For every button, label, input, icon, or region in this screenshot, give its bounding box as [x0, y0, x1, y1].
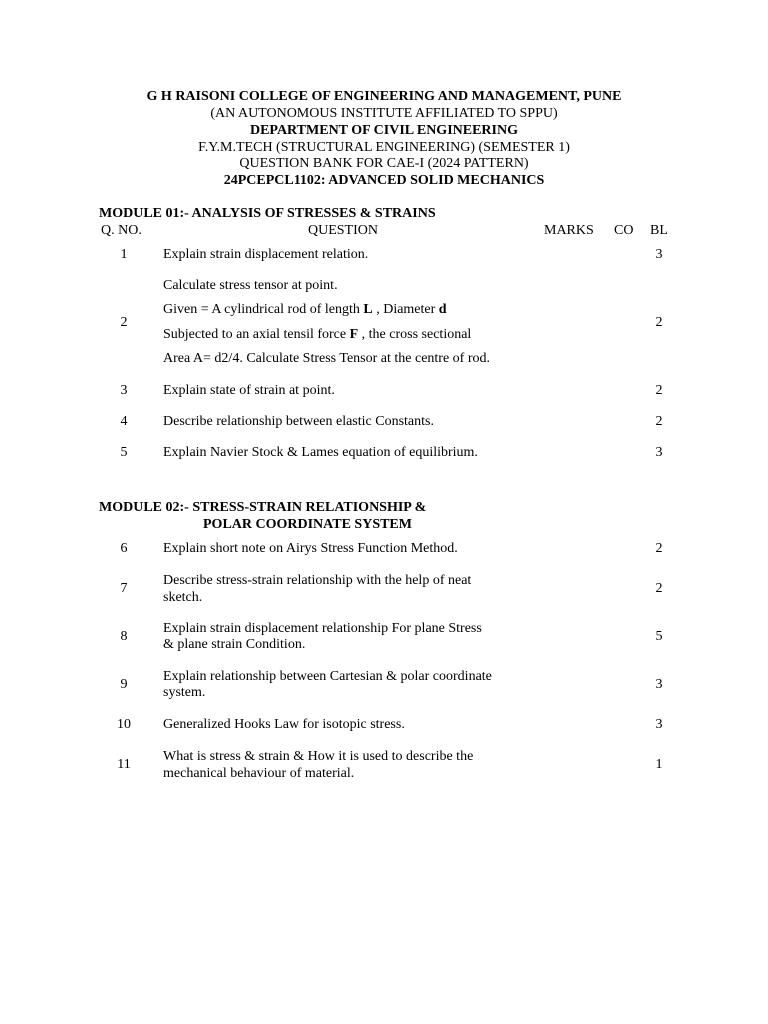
- department-name: DEPARTMENT OF CIVIL ENGINEERING: [249, 123, 518, 138]
- question-text-part: , Diameter: [372, 302, 439, 317]
- bloom-level: 2: [655, 414, 663, 429]
- bloom-level: 3: [655, 677, 663, 692]
- column-header-co: CO: [614, 223, 634, 238]
- bloom-level: 2: [655, 383, 663, 398]
- bloom-level: 2: [655, 315, 663, 330]
- question-number: 9: [120, 677, 128, 692]
- affiliation: (AN AUTONOMOUS INSTITUTE AFFILIATED TO SPPU): [210, 106, 558, 121]
- question-number: 11: [117, 757, 131, 772]
- question-text-line: mechanical behaviour of material.: [163, 766, 355, 781]
- question-text-part: Given = A cylindrical rod of length: [163, 302, 364, 317]
- course-title: 24PCEPCL1102: ADVANCED SOLID MECHANICS: [223, 173, 545, 188]
- question-text-part: Subjected to an axial tensil force: [163, 327, 350, 342]
- question-number: 1: [120, 247, 128, 262]
- question-text: Describe relationship between elastic Constants.: [163, 414, 434, 429]
- bloom-level: 2: [655, 541, 663, 556]
- question-text-line: Area A= d2/4. Calculate Stress Tensor at the centre of rod.: [163, 351, 491, 366]
- column-header-qno: Q. NO.: [101, 223, 142, 238]
- question-text-part: , the cross sectional: [358, 327, 472, 342]
- question-text: Explain state of strain at point.: [163, 383, 335, 398]
- column-header-bl: BL: [650, 223, 668, 238]
- column-header-question: QUESTION: [308, 223, 378, 238]
- question-bank-title: QUESTION BANK FOR CAE-I (2024 PATTERN): [239, 156, 529, 171]
- question-number: 4: [120, 414, 128, 429]
- question-number: 7: [120, 581, 128, 596]
- question-text: Explain Navier Stock & Lames equation of equilibrium.: [163, 445, 478, 460]
- question-text-line: What is stress & strain & How it is used to describe the: [163, 749, 474, 764]
- question-text-line: & plane strain Condition.: [163, 637, 306, 652]
- bloom-level: 3: [655, 717, 663, 732]
- bloom-level: 2: [655, 581, 663, 596]
- question-text: Explain short note on Airys Stress Function Method.: [163, 541, 458, 556]
- module-1-title: MODULE 01:- ANALYSIS OF STRESSES & STRAINS: [99, 206, 436, 221]
- column-header-marks: MARKS: [544, 223, 594, 238]
- bloom-level: 5: [655, 629, 663, 644]
- question-number: 5: [120, 445, 128, 460]
- question-text-line: system.: [163, 685, 206, 700]
- question-text-line: Describe stress-strain relationship with the help of neat: [163, 573, 472, 588]
- bloom-level: 1: [655, 757, 663, 772]
- question-number: 8: [120, 629, 128, 644]
- program-name: F.Y.M.TECH (STRUCTURAL ENGINEERING) (SEMESTER 1): [198, 140, 570, 155]
- question-text-line: [163, 326, 533, 343]
- module-2-title-line2: POLAR COORDINATE SYSTEM: [203, 517, 412, 532]
- question-text-line: [163, 301, 533, 318]
- question-number: 10: [117, 717, 131, 732]
- question-number: 2: [120, 315, 128, 330]
- diameter-symbol: d: [438, 302, 447, 317]
- question-number: 3: [120, 383, 128, 398]
- question-text: Explain strain displacement relation.: [163, 247, 369, 262]
- college-name: G H RAISONI COLLEGE OF ENGINEERING AND MANAGEMENT, PUNE: [146, 89, 622, 104]
- bloom-level: 3: [655, 247, 663, 262]
- question-text: Generalized Hooks Law for isotopic stress.: [163, 717, 405, 732]
- force-symbol: F: [349, 327, 359, 342]
- question-number: 6: [120, 541, 128, 556]
- question-text-line: sketch.: [163, 590, 203, 605]
- bloom-level: 3: [655, 445, 663, 460]
- length-symbol: L: [363, 302, 373, 317]
- question-text-line: Calculate stress tensor at point.: [163, 278, 338, 293]
- question-text-line: Explain relationship between Cartesian & polar coordinate: [163, 669, 492, 684]
- question-text-line: Explain strain displacement relationship For plane Stress: [163, 621, 482, 636]
- module-2-title-line1: MODULE 02:- STRESS-STRAIN RELATIONSHIP &: [99, 500, 427, 515]
